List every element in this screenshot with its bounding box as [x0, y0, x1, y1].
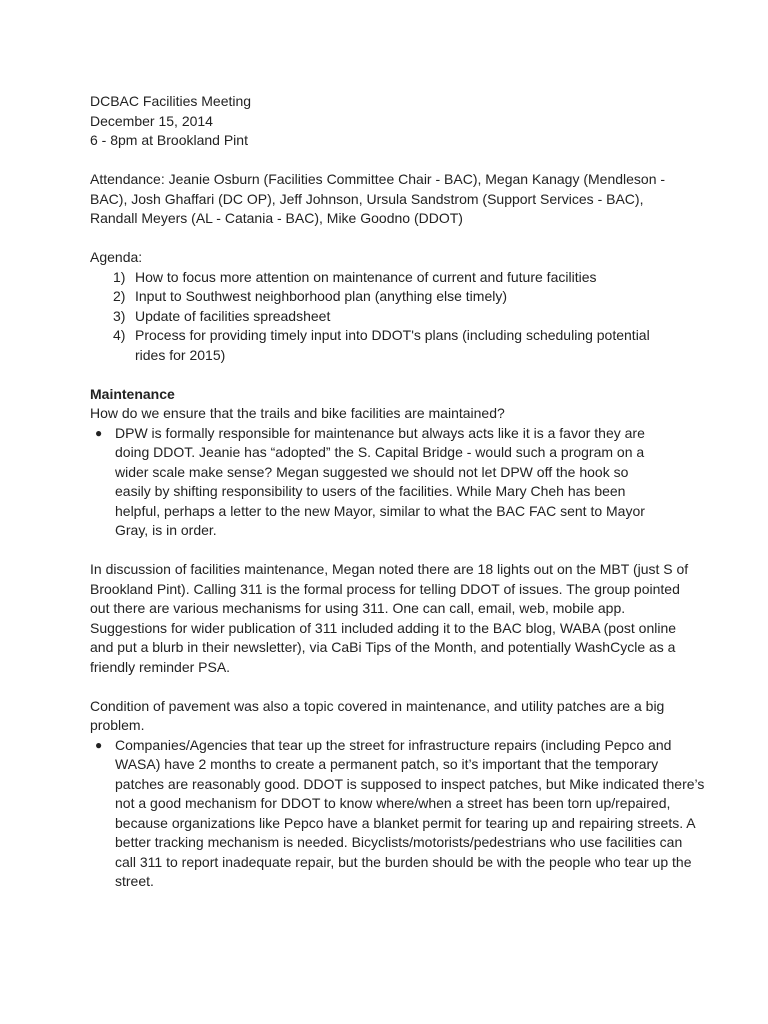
agenda-item-number: 3)	[113, 307, 126, 324]
list-item	[90, 424, 660, 541]
agenda-item-number: 2)	[113, 288, 126, 304]
maintenance-question: How do we ensure that the trails and bike facilities are maintained?	[90, 405, 505, 421]
agenda-item	[90, 287, 710, 307]
agenda-label: Agenda:	[90, 249, 143, 265]
agenda-item-text: How to focus more attention on maintenance of current and future facilities	[135, 268, 597, 285]
meeting-date: December 15, 2014	[90, 112, 213, 129]
agenda-item	[90, 307, 710, 327]
spacer	[90, 151, 710, 171]
agenda-list	[90, 268, 710, 366]
maintenance-paragraph: In discussion of facilities maintenance, Megan noted there are 18 lights out on the MBT (just S of Brookland Pint). Calling 311 is the formal process for telling DDOT of issues. The group pointed out there are various mechanisms for using 311. One can call, email, web, mobile app. Suggestions for wider publication of 311 included adding it to the BAC blog, WABA (post online and put a blurb in their newsletter), via CaBi Tips of the Month, and potentially WashCycle as a friendly reminder PSA.	[90, 561, 689, 675]
list-item	[90, 736, 705, 892]
bullet-text: DPW is formally responsible for maintenance but always acts like it is a favor they are doing DDOT. Jeanie has “adopted” the S. Capital Bridge - would such a program on a wider scale make sense? Megan suggested we should not let DPW off the hook so easily by shifting responsibility to users of the facilities. While Mary Cheh has been helpful, perhaps a letter to the new Mayor, similar to what the BAC FAC sent to Mayor Gray, is in order.	[115, 424, 645, 538]
spacer	[90, 677, 710, 697]
pavement-paragraph: Condition of pavement was also a topic covered in maintenance, and utility patches are a big problem.	[90, 697, 665, 733]
meeting-title: DCBAC Facilities Meeting	[90, 93, 252, 109]
document-page	[90, 92, 710, 892]
agenda-item-number: 1)	[113, 268, 126, 285]
agenda-item-number: 4)	[113, 327, 126, 343]
agenda-item	[90, 268, 710, 288]
agenda-item-text: Process for providing timely input into DDOT's plans (including scheduling potential rides for 2015)	[135, 327, 650, 363]
maintenance-heading: Maintenance	[90, 385, 175, 402]
agenda-item-text: Input to Southwest neighborhood plan (anything else timely)	[135, 288, 508, 304]
spacer	[90, 229, 710, 249]
bullet-icon: ●	[95, 737, 103, 752]
bullet-text: Companies/Agencies that tear up the street for infrastructure repairs (including Pepco and WASA) have 2 months to create a permanent patch, so it’s important that the temporary patches are reasonably good. DDOT is supposed to inspect patches, but Mike indicated there’s not a good mechanism for DDOT to know where/when a street has been torn up/repaired, because organizations like Pepco have a blanket permit for tearing up and repairing streets. A better tracking mechanism is needed. Bicyclists/motorists/pedestrians who use facilities can call 311 to report inadequate repair, but the burden should be with the people who tear up the street.	[115, 736, 705, 889]
bullet-icon: ●	[95, 425, 103, 440]
pavement-bullet-list	[90, 736, 710, 892]
attendance-paragraph: Attendance: Jeanie Osburn (Facilities Committee Chair - BAC), Megan Kanagy (Mendleson - BAC), Josh Ghaffari (DC OP), Jeff Johnson, Ursula Sandstrom (Support Services - BAC), Randall Meyers (AL - Catania - BAC), Mike Goodno (DDOT)	[90, 171, 666, 226]
agenda-item	[90, 326, 665, 365]
agenda-item-text: Update of facilities spreadsheet	[135, 307, 331, 324]
spacer	[90, 365, 710, 385]
spacer	[90, 541, 710, 561]
maintenance-bullet-list	[90, 424, 710, 541]
meeting-time-location: 6 - 8pm at Brookland Pint	[90, 132, 248, 148]
